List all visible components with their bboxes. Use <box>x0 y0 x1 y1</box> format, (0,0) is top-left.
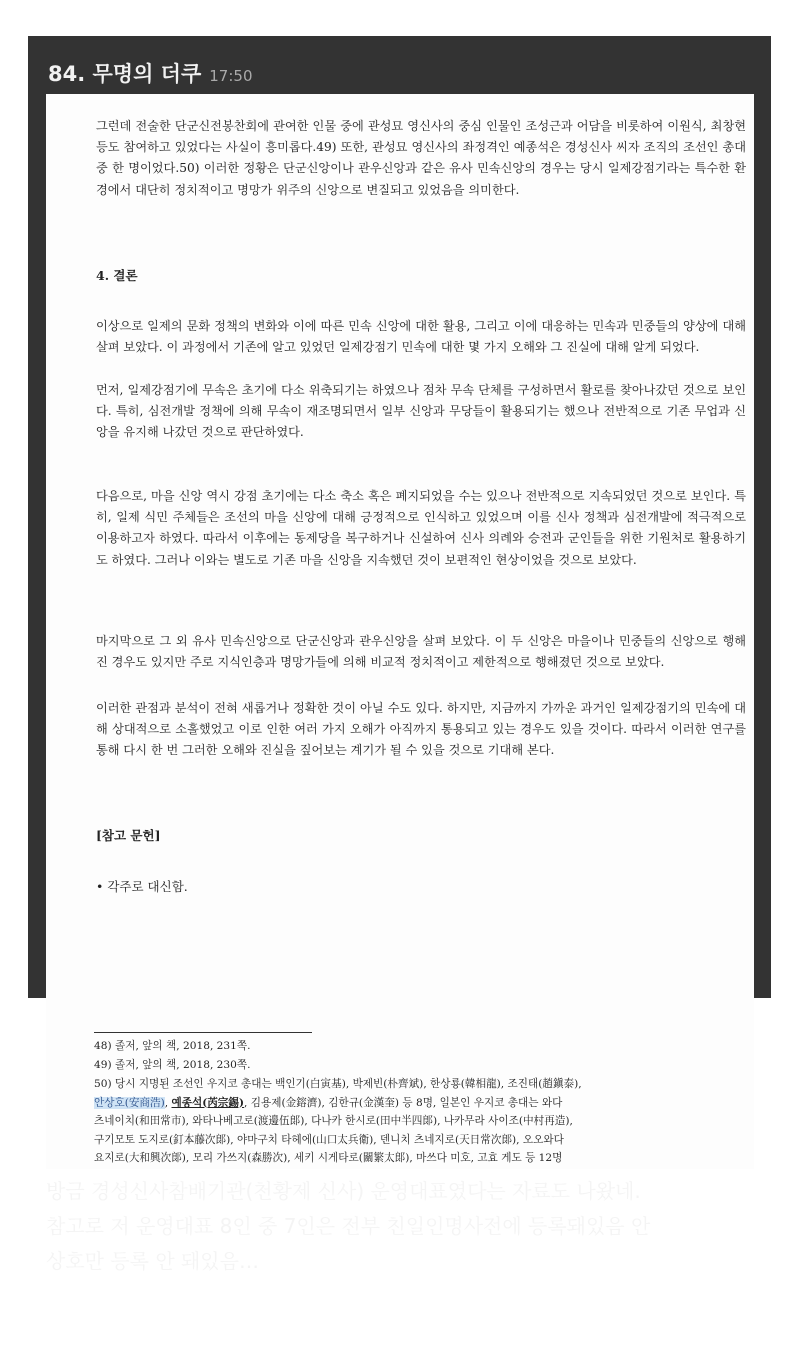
heading-conclusion: 4. 결론 <box>96 268 138 283</box>
paragraph-other-faiths: 마지막으로 그 외 유사 민속신앙으로 단군신앙과 관우신앙을 살펴 보았다. 이 두 신앙은 마을이나 민중들의 신앙으로 행해진 경우도 있지만 주로 지식인층과 명망가들에 의해 비교적 정치적이고 제한적으로 행해졌던 것으로 보았다. <box>96 634 746 670</box>
document-image[interactable] <box>46 94 754 1169</box>
paragraph-shamanism: 먼저, 일제강점기에 무속은 초기에 다소 위축되기는 하였으나 점차 무속 단체를 구성하면서 활로를 찾아나갔던 것으로 보인다. 특히, 심전개발 정책에 의해 무속이 재조명되면서 일부 신앙과 무당들이 활용되기는 했으나 전반적으로 기존 무업과 신앙을 유지해 나갔던 것으로 판단하였다. <box>96 383 746 440</box>
post-timestamp: 17:50 <box>209 67 253 85</box>
footnote-divider <box>94 1032 312 1033</box>
post-author-title[interactable]: 84. 무명의 더쿠 <box>48 62 202 86</box>
paragraph-village-faith: 다음으로, 마을 신앙 역시 강점 초기에는 다소 축소 혹은 폐지되었을 수는 있으나 전반적으로 지속되었던 것으로 보인다. 특히, 일제 식민 주체들은 조선의 마을 신앙에 대해 긍정적으로 인식하고 있었으며 이를 신사 정책과 심전개발에 적극적으로 이용하고자 하였다. 따라서 이후에는 동제당을 복구하거나 신설하여 신사 의례와 승전과 군인들을 위한 기원처로 활용하기도 하였다. 그러나 이와는 별도로 기존 마을 신앙을 지속했던 것이 보편적인 현상이었을 것으로 보았다. <box>96 489 746 567</box>
caption-line-2: 참고로 저 운영대표 8인 중 7인은 전부 친일인명사전에 등록돼있음 안 <box>46 1214 651 1238</box>
footnote-50-line-2 <box>94 1094 754 1113</box>
footnote-50 <box>94 1075 754 1169</box>
post-header <box>48 58 253 88</box>
separator: , <box>164 1096 172 1109</box>
footnote-48: 48) 졸저, 앞의 책, 2018, 231쪽. <box>94 1040 251 1052</box>
footnote-50-line-4: 구기모토 도지로(釘本藤次郞), 야마구치 타헤에(山口太兵衛), 덴니치 츠네지로(天日常次郞), 오오와다 <box>94 1133 564 1146</box>
underlined-name: 예종석(芮宗錫) <box>171 1096 245 1109</box>
footnote-50-line-2-rest: , 김용제(金鎔濟), 김한규(金漢奎) 등 8명, 일본인 우지코 총대는 와다 <box>244 1096 563 1109</box>
caption-line-3: 상호만 등록 안 돼있음… <box>46 1249 259 1273</box>
footnote-50-line-5: 요지로(大和興次郞), 모리 가쓰지(森勝次), 세키 시게타로(關繁太郞), 마쓰다 미호, 고효 게도 등 12명 <box>94 1152 563 1165</box>
paragraph-summary: 이상으로 일제의 문화 정책의 변화와 이에 따른 민속 신앙에 대한 활용, 그리고 이에 대응하는 민속과 민중들의 양상에 대해 살펴 보았다. 이 과정에서 기존에 알고 있었던 일제강점기 민속에 대한 몇 가지 오해와 그 진실에 대해 알게 되었다. <box>96 319 746 355</box>
footnote-50-line-6 <box>94 1168 754 1169</box>
caption-line-1: 방금 경성신사참배기관(천황제 신사) 운영대표였다는 자료도 나왔네. <box>46 1179 641 1203</box>
heading-references: [참고 문헌] <box>96 828 161 843</box>
post-comment-text <box>46 1174 756 1279</box>
post-card <box>28 36 771 1273</box>
footnote-50-line-3: 츠네이치(和田常市), 와타나베고로(渡邊伍郞), 다나카 한시로(田中半四郞), 나카무라 사이조(中村再造), <box>94 1115 573 1128</box>
highlighted-name: 안상호(安商浩) <box>94 1096 165 1109</box>
paragraph-intro: 그런데 전술한 단군신전봉찬회에 관여한 인물 중에 관성묘 영신사의 중심 인물인 조성근과 어담을 비롯하여 이원식, 최창현 등도 참여하고 있었다는 사실이 흥미롭다.49) 또한, 관성묘 영신사의 좌정격인 예종석은 경성신사 씨자 조직의 조선인 총대 중 한 명이었다.50) 이러한 정황은 단군신앙이나 관우신앙과 같은 유사 민속신앙의 경우는 당시 일제강점기라는 특수한 환경에서 대단히 정치적이고 명망가 위주의 신앙으로 변질되고 있었음을 의미한다. <box>96 119 746 197</box>
footnote-49: 49) 졸저, 앞의 책, 2018, 230쪽. <box>94 1059 251 1071</box>
paragraph-closing: 이러한 관점과 분석이 전혀 새롭거나 정확한 것이 아닐 수도 있다. 하지만, 지금까지 가까운 과거인 일제강점기의 민속에 대해 상대적으로 소홀했었고 이로 인한 여러 가지 오해가 아직까지 통용되고 있는 경우도 있을 것이다. 따라서 이러한 연구를 통해 다시 한 번 그러한 오해와 진실을 짚어보는 계기가 될 수 있을 것으로 기대해 본다. <box>96 701 746 758</box>
footnote-50-line-1: 50) 당시 지명된 조선인 우지코 총대는 백인기(白寅基), 박제빈(朴齊斌), 한상룡(韓相龍), 조진태(趙鎭泰), <box>94 1078 582 1090</box>
references-note: • 각주로 대신함. <box>96 879 188 894</box>
